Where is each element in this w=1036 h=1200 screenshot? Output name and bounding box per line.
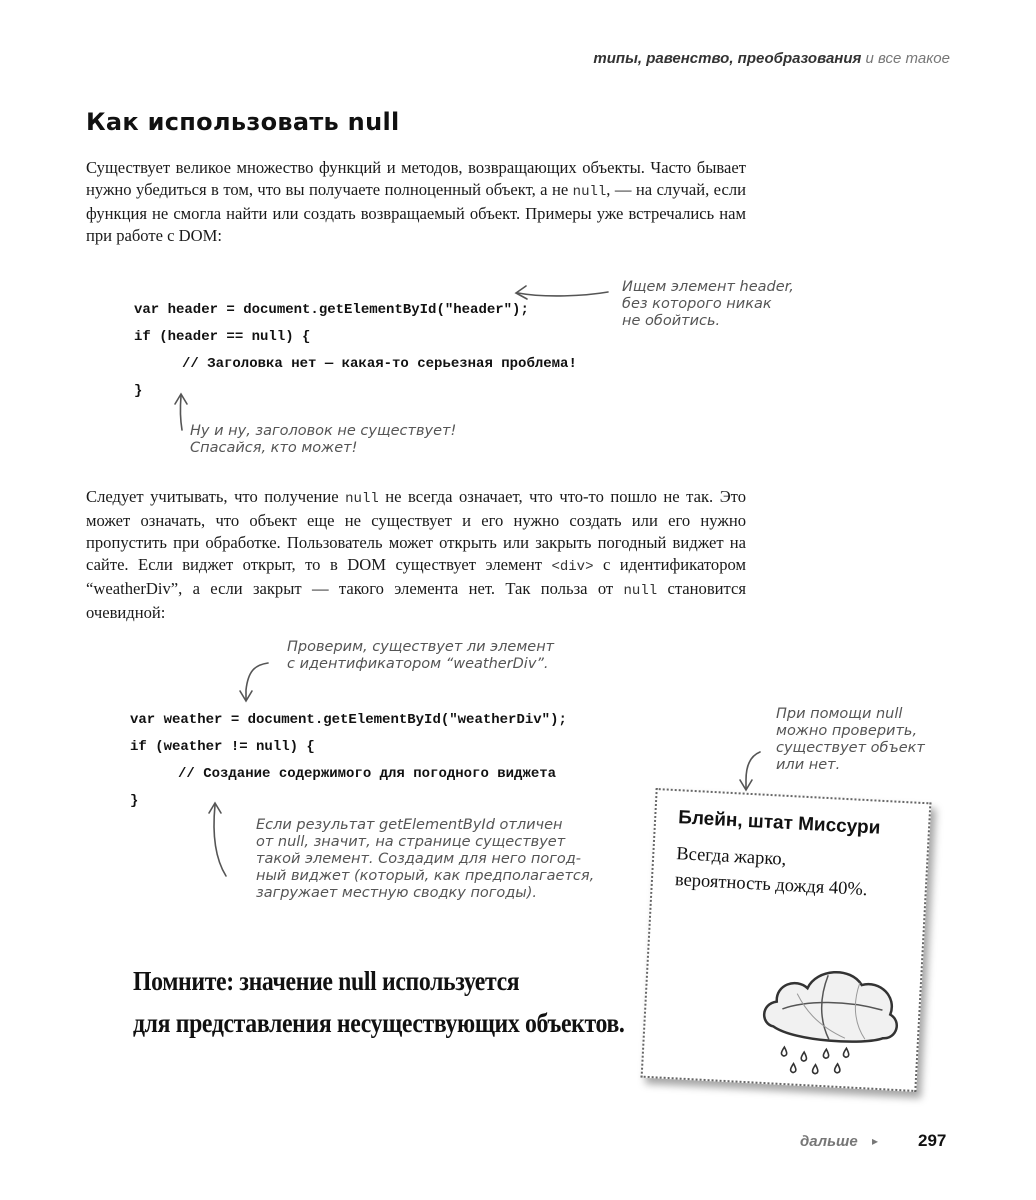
middle-text-3: с идентификатором “weatherDiv”, а если закрыт — такого элемента нет. Так польза от bbox=[86, 555, 746, 598]
code2-line4: } bbox=[130, 793, 139, 809]
note-null-check: При помощи null можно проверить, существует объект или нет. bbox=[776, 706, 925, 773]
note-check-weatherdiv: Проверим, существует ли элемент с идентификатором “weatherDiv”. bbox=[287, 639, 555, 672]
next-arrow-icon[interactable]: ▸ bbox=[872, 1134, 879, 1148]
middle-text-1: Следует учитывать, что получение bbox=[86, 487, 346, 506]
section-title: Как использовать null bbox=[86, 108, 400, 136]
code2-line2: if (weather != null) { bbox=[130, 739, 315, 755]
note-header-search: Ищем элемент header, без которого никак не обойтись. bbox=[622, 279, 794, 329]
intro-text-1: Существует великое множество функций и методов, возвращающих объекты. Часто бывает нужно убедиться в том, что вы получаете полноценный объект, а не bbox=[86, 158, 746, 199]
remember-statement: Помните: значение null используется для представления несуществующих объектов. bbox=[133, 966, 625, 1038]
code2-line1: var weather = document.getElementById("weatherDiv"); bbox=[130, 712, 567, 728]
code1-line4: } bbox=[134, 383, 143, 399]
middle-text-2: не всегда означает, что что-то пошло не так. Это может означать, что объект еще не существует и его нужно создать или его нужно пропустить при обработке. Пользователь может открыть или закрыть погодный виджет на сайте. Если виджет открыт, то в DOM существует элемент bbox=[86, 487, 746, 574]
arrow-to-weather-brace bbox=[214, 805, 226, 876]
intro-text-2: , — на случай, если функция не смогла найти или создать возвращаемый объект. Примеры уже встречались нам при работе с DOM: bbox=[86, 180, 746, 245]
middle-null-code-2: null bbox=[623, 583, 658, 599]
code2-line3: // Создание содержимого для погодного виджета bbox=[178, 766, 557, 782]
page-number: 297 bbox=[918, 1131, 947, 1150]
middle-div-code: <div> bbox=[551, 559, 594, 575]
arrow-to-closing-brace bbox=[180, 396, 182, 430]
code1-line1: var header = document.getElementById("header"); bbox=[134, 302, 529, 318]
intro-null-code: null bbox=[572, 184, 607, 200]
running-header-title: типы, равенство, преобразования bbox=[593, 50, 862, 67]
code1-line3: // Заголовка нет — какая-то серьезная проблема! bbox=[182, 356, 577, 372]
arrow-to-widget bbox=[746, 752, 760, 788]
note-result-explained: Если результат getElementById отличен от null, значит, на странице существует такой элемент. Создадим для него погод- ный виджет (который, как предполагается, загружает местную сводку погоды). bbox=[256, 817, 595, 901]
middle-text-4: становится очевидной: bbox=[86, 579, 746, 622]
middle-null-code-1: null bbox=[345, 491, 379, 507]
arrow-to-header-code bbox=[518, 292, 608, 296]
next-link[interactable]: дальше bbox=[800, 1133, 858, 1150]
running-header-tail: и все такое bbox=[865, 50, 950, 67]
code1-line2: if (header == null) { bbox=[134, 329, 311, 345]
weather-widget-forecast: Всегда жарко, вероятность дождя 40%. bbox=[674, 844, 868, 901]
weather-widget-title: Блейн, штат Миссури bbox=[677, 807, 881, 839]
note-header-missing: Ну и ну, заголовок не существует! Спасайся, кто может! bbox=[190, 423, 457, 456]
